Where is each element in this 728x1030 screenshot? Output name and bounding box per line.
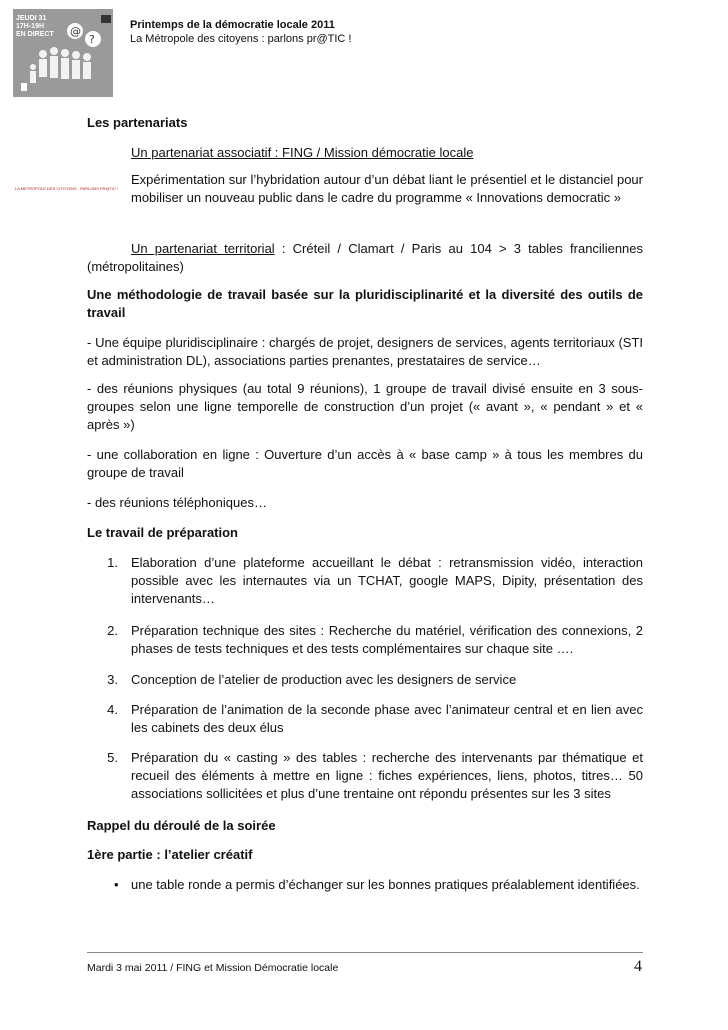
partenariat-associatif: Un partenariat associatif : FING / Mission démocratie locale: [131, 145, 474, 160]
list-item: Préparation technique des sites : Recherche du matériel, vérification des connexions, 2 phases de tests techniques et des tests complémentaires sur chaque site ….: [131, 623, 643, 656]
list-item: Conception de l’atelier de production avec les designers de service: [131, 672, 517, 687]
partenariat-territorial-label: Un partenariat territorial: [131, 241, 275, 256]
logo-caption-strip: [13, 97, 119, 191]
partie1-bullet-item: une table ronde a permis d’échanger sur les bonnes pratiques préalablement identifiées.: [131, 877, 640, 892]
svg-text:@: @: [70, 25, 81, 38]
footer-divider: [87, 952, 643, 953]
list-item-number: 5.: [107, 750, 118, 765]
list-item: Elaboration d’une plateforme accueillant le débat : retransmission vidéo, interaction possible avec les internautes via un TCHAT, google MAPS, Dipity, présentation des intervenants…: [131, 555, 643, 606]
page-number: 4: [634, 958, 642, 975]
partenariats-heading: Les partenariats: [87, 115, 188, 130]
list-item: Préparation du « casting » des tables : recherche des intervenants par thématique et recueil des éléments à mettre en ligne : fiches expériences, liens, photos, titres… 50 associations sollicitées et plus d’une trentaine ont répondu présentes sur les 3 sites: [131, 750, 643, 801]
collaboration-paragraph: - une collaboration en ligne : Ouverture d’un accès à « base camp » à tous les membres du groupe de travail: [87, 447, 643, 480]
partenariat-territorial-paragraph: [87, 240, 643, 276]
logo-caption: LA MÉTROPOLE DES CITOYENS : PARLONS PR@TIC !: [15, 186, 119, 191]
header-subtitle: La Métropole des citoyens : parlons pr@TIC !: [130, 33, 352, 45]
list-item-number: 1.: [107, 555, 118, 570]
svg-text:?: ?: [89, 33, 95, 46]
list-item-number: 4.: [107, 702, 118, 717]
reunions-telephoniques-paragraph: - des réunions téléphoniques…: [87, 495, 267, 510]
event-logo: [13, 9, 119, 191]
rappel-heading: Rappel du déroulé de la soirée: [87, 818, 276, 833]
logo-date: JEUDI 31 17H-19H EN DIRECT: [16, 15, 54, 38]
list-item-number: 2.: [107, 623, 118, 638]
bullet-icon: •: [114, 877, 119, 892]
experimentation-paragraph: Expérimentation sur l’hybridation autour d’un débat liant le présentiel et le distanciel pour mobiliser un nouveau public dans le cadre du programme « Innovations democratic »: [131, 172, 643, 205]
reunions-physiques-paragraph: - des réunions physiques (au total 9 réunions), 1 groupe de travail divisé ensuite en 3 sous-groupes selon une ligne temporelle de construction d’un projet (« avant », « pendant » et « après »): [87, 381, 643, 432]
equipe-paragraph: - Une équipe pluridisciplinaire : chargés de projet, designers de services, agents territoriaux (STI et administration DL), associations parties prenantes, prestataires de service…: [87, 335, 643, 368]
preparation-heading: Le travail de préparation: [87, 525, 238, 540]
logo-background: [13, 9, 113, 97]
footer-text: Mardi 3 mai 2011 / FING et Mission Démocratie locale: [87, 962, 339, 974]
methodologie-heading: Une méthodologie de travail basée sur la pluridisciplinarité et la diversité des outils de travail: [87, 287, 643, 320]
header-title: Printemps de la démocratie locale 2011: [130, 19, 335, 31]
list-item-number: 3.: [107, 672, 118, 687]
partie1-heading: 1ère partie : l’atelier créatif: [87, 847, 253, 862]
partenariat-territorial-text: : Créteil / Clamart / Paris au 104 > 3 tables franciliennes (métropolitaines): [87, 241, 644, 274]
list-item: Préparation de l’animation de la seconde phase avec l’animateur central et en lien avec les cabinets des deux élus: [131, 702, 643, 735]
